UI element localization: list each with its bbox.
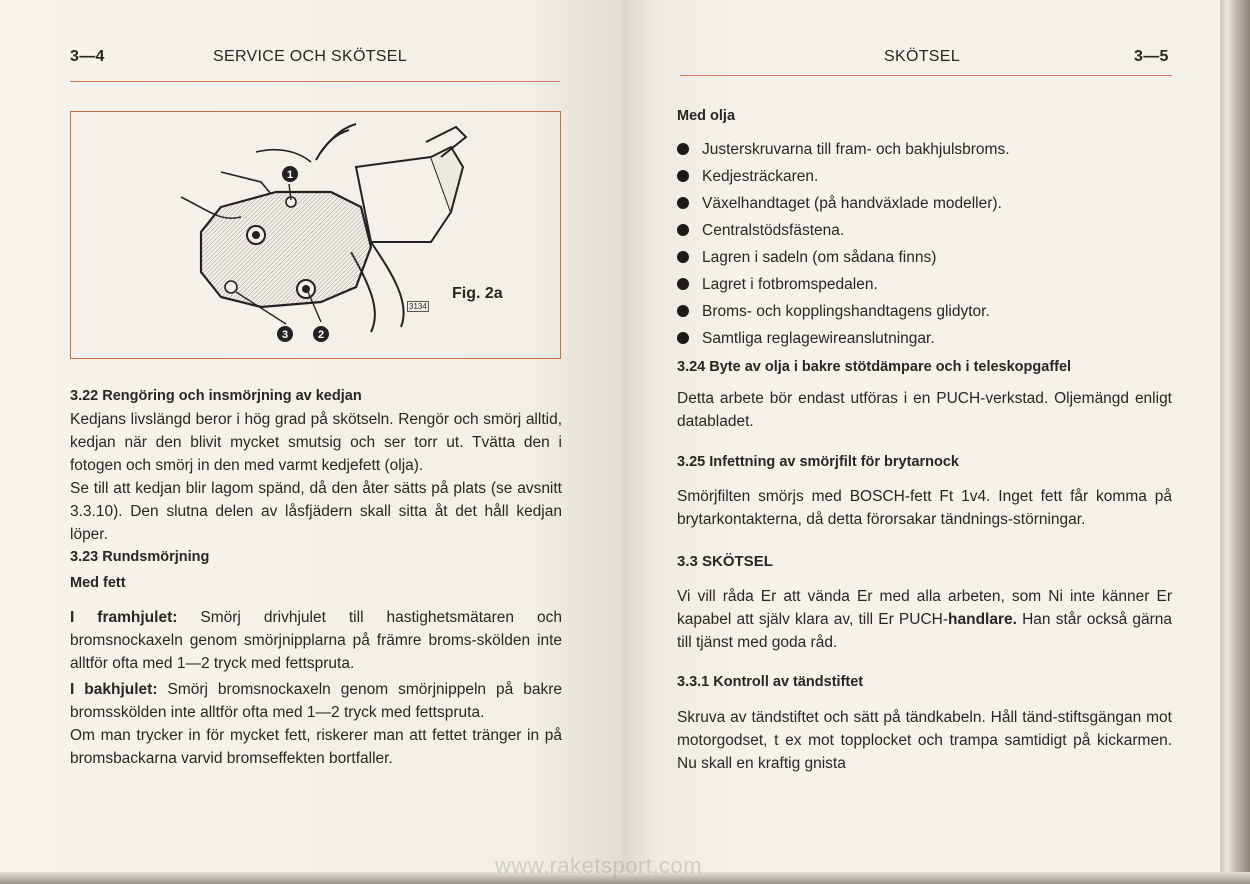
heading-3-23: 3.23 Rundsmörjning xyxy=(70,549,210,565)
para-3-24: Detta arbete bör endast utföras i en PUCH-verkstad. Oljemängd enligt databladet. xyxy=(677,390,1172,430)
para-bakhjulet xyxy=(70,678,562,724)
right-running-title: SKÖTSEL xyxy=(884,48,960,65)
bullet-icon xyxy=(677,170,689,182)
label-framhjulet: I framhjulet: xyxy=(70,609,178,626)
right-page-body xyxy=(677,105,1172,775)
bullet-icon xyxy=(677,278,689,290)
list-item: Broms- och kopplingshandtagens glidytor. xyxy=(677,300,1172,327)
book-edge xyxy=(1220,0,1250,884)
list-item: Centralstödsfästena. xyxy=(677,219,1172,246)
heading-3-22: 3.22 Rengöring och insmörjning av kedjan xyxy=(70,388,362,404)
bullet-icon xyxy=(677,305,689,317)
list-item: Justerskruvarna till fram- och bakhjulsbroms. xyxy=(677,138,1172,165)
svg-text:2: 2 xyxy=(317,329,325,341)
right-page-number: 3—5 xyxy=(1134,48,1169,65)
callout-1 xyxy=(282,166,298,182)
para-3-25: Smörjfilten smörjs med BOSCH-fett Ft 1v4. Inget fett får komma på brytarkontakterna, då detta förorsakar tändnings-störningar. xyxy=(677,488,1172,528)
heading-3-3-1: 3.3.1 Kontroll av tändstiftet xyxy=(677,674,864,690)
subheading-med-fett: Med fett xyxy=(70,575,126,591)
svg-text:1: 1 xyxy=(286,169,294,181)
text-bakhjulet: Smörj bromsnockaxeln genom smörjnippeln på bakre bromsskölden inte alltför ofta med 1—2 tryck med fettspruta. xyxy=(70,681,562,721)
list-item: Växelhandtaget (på handväxlade modeller). xyxy=(677,192,1172,219)
bullet-icon xyxy=(677,197,689,209)
callout-2 xyxy=(313,326,329,342)
label-bakhjulet: I bakhjulet: xyxy=(70,681,158,698)
figure-frame xyxy=(70,111,561,359)
bullet-icon xyxy=(677,143,689,155)
list-item: Kedjesträckaren. xyxy=(677,165,1172,192)
left-header-rule xyxy=(70,81,560,82)
para-3-3: Vi vill råda Er att vända Er med alla arbeten, som Ni inte känner Er kapabel att själv klara av, till Er PUCH-handlare. Han står också gärna till tjänst med goda råd. xyxy=(677,588,1172,651)
para-3-22-b: Se till att kedjan blir lagom spänd, då den åter sätts på plats (se avsnitt 3.3.10). Den slutna delen av låsfjädern skall sitta åt det håll kedjan löper. xyxy=(70,480,562,543)
para-3-3-1: Skruva av tändstiftet och sätt på tändkabeln. Håll tänd-stiftsgängan mot motorgodset, t ex mot topplocket och trampa samtidigt på kickarmen. Nu skall en kraftig gnista xyxy=(677,709,1172,772)
svg-text:3: 3 xyxy=(281,329,289,341)
callout-3 xyxy=(277,326,293,342)
left-page-body xyxy=(70,385,562,770)
watermark: www.raketsport.com xyxy=(495,853,703,878)
left-running-title: SERVICE OCH SKÖTSEL xyxy=(213,48,407,65)
bullet-icon xyxy=(677,224,689,236)
right-header-rule xyxy=(680,75,1172,76)
oil-list xyxy=(677,138,1172,354)
para-too-much-grease: Om man trycker in för mycket fett, riskerer man att fettet tränger in på bromsbackarna varvid bromseffekten bortfaller. xyxy=(70,727,562,767)
text-framhjulet: Smörj drivhjulet till hastighetsmätaren och bromsnockaxeln genom smörjnipplarna på främre broms-skölden inte alltför ofta med 1—2 tryck med fettspruta. xyxy=(70,609,563,672)
list-item: Lagret i fotbromspedalen. xyxy=(677,273,1172,300)
figure-label: Fig. 2a xyxy=(452,285,503,302)
heading-3-25: 3.25 Infettning av smörjfilt för brytarnock xyxy=(677,454,959,470)
heading-3-24: 3.24 Byte av olja i bakre stötdämpare och i teleskopgaffel xyxy=(677,359,1072,375)
para-framhjulet xyxy=(70,606,562,675)
heading-med-olja: Med olja xyxy=(677,108,736,124)
list-item: Lagren i sadeln (om sådana finns) xyxy=(677,246,1172,273)
heading-3-3: 3.3 SKÖTSEL xyxy=(677,553,773,570)
engine-cover-illustration xyxy=(71,112,559,357)
bullet-icon xyxy=(677,332,689,344)
list-item: Samtliga reglagewireanslutningar. xyxy=(677,327,1172,354)
left-page-number: 3—4 xyxy=(70,48,105,65)
figure-code: 3134 xyxy=(409,302,427,311)
bullet-icon xyxy=(677,251,689,263)
para-3-22-a: Kedjans livslängd beror i hög grad på skötseln. Rengör och smörj alltid, kedjan när den blivit mycket smutsig och ser torr ut. Tvätta den i fotogen och smörj in den med varmt kedjefett (olja). xyxy=(70,411,562,474)
